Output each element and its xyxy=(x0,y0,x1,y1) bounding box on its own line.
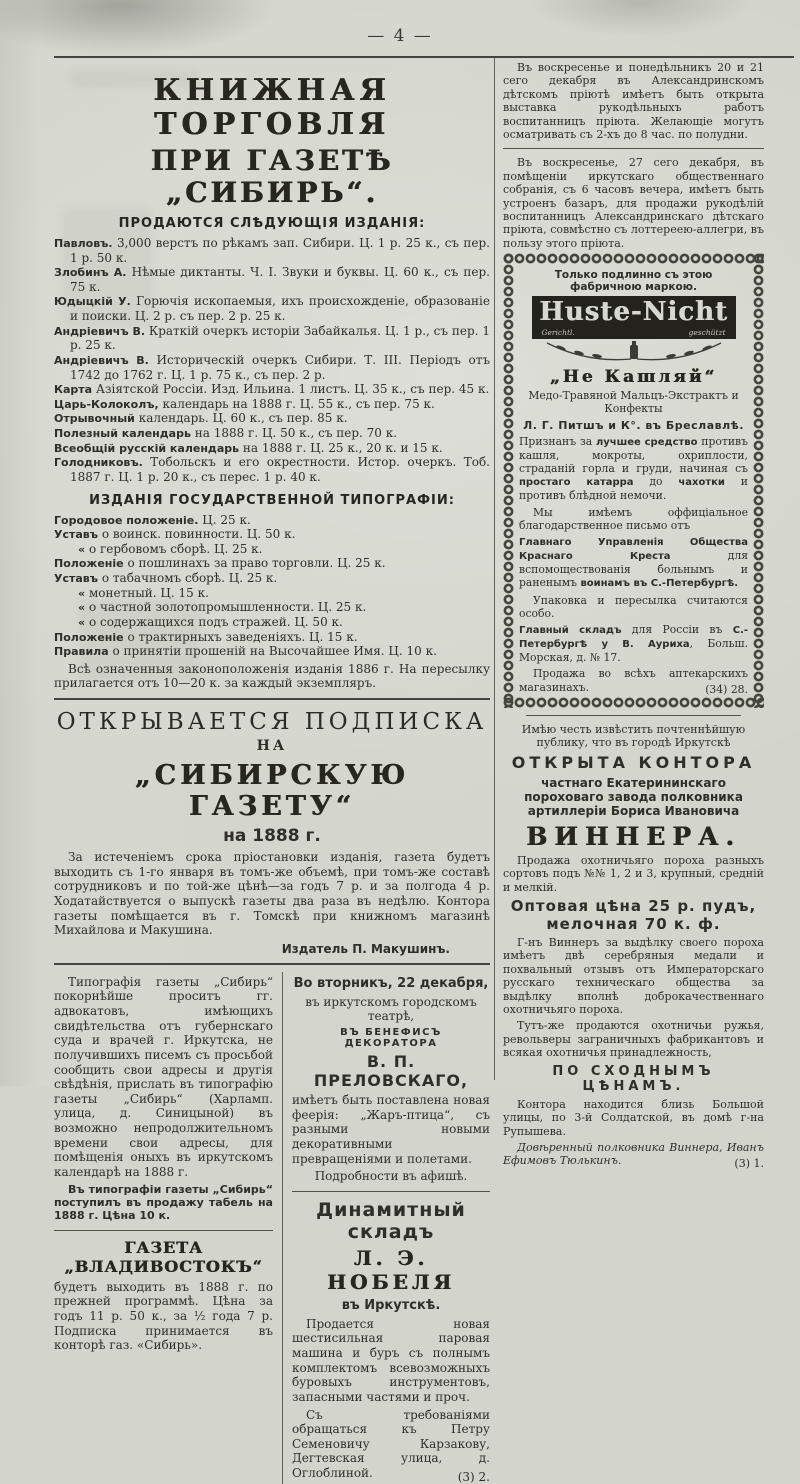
huste-packing-note: Упаковка и пересылка считаются особо. xyxy=(519,593,748,620)
column-divider xyxy=(494,58,495,1080)
chain-border-decoration xyxy=(503,253,764,264)
gov-item-text: Ц. 25 к. xyxy=(202,512,251,527)
book-item-author: Всеобщій русскій календарь xyxy=(54,441,240,455)
gov-item-lead: Положеніе xyxy=(54,630,124,644)
bottom-sections xyxy=(54,972,490,1484)
book-item xyxy=(54,353,490,382)
book-item xyxy=(54,426,490,441)
subscription-body: За истеченіемъ срока пріостановки изданія, газета будетъ выходить съ 1-го января въ томъ-же объемѣ, при томъ-же составѣ сотрудниковъ и по той-же цѣнѣ—за годъ 7 р. и за полгода 4 р. Ходатайствуется о выпускѣ газеты два раза въ недѣлю. Контора газеты помѣщается въ г. Томскѣ при книжномъ магазинѣ Михайлова и Макушина. xyxy=(54,850,490,938)
book-item-text: на 1888 г. Ц. 25 к., 20 к. и 15 к. xyxy=(242,440,443,455)
page-number: — 4 — xyxy=(367,26,433,46)
gov-item xyxy=(54,586,490,601)
ads-column xyxy=(283,972,490,1484)
huste-logo-small-left: Gerichtl. xyxy=(541,328,575,338)
ad-series-mark: (3) 1. xyxy=(734,1156,764,1170)
section-rule xyxy=(526,715,740,716)
gov-item xyxy=(54,542,490,557)
gov-item-text: о табачномъ сборѣ. Ц. 25 к. xyxy=(101,571,278,586)
huste-ad-content xyxy=(519,269,748,696)
book-item-text: Историческій очеркъ Сибири. Т. III. Періодъ отъ 1742 до 1762 г. Ц. 1 р. 75 к., съ пер. 2 р. xyxy=(70,352,490,382)
theatre-date: Во вторникъ, 22 декабря, xyxy=(293,975,489,991)
gov-editions-list xyxy=(54,513,490,659)
huste-letter-intro: Мы имѣемъ оффиціальное благодарственное письмо отъ xyxy=(519,505,748,532)
book-item xyxy=(54,455,490,484)
book-item-text: календарь на 1888 г. Ц. 55 к., съ пер. 75 к. xyxy=(162,396,435,411)
winner-intro: Имѣю честь извѣстить почтеннѣйшую публику, что въ городѣ Иркутскѣ xyxy=(521,723,746,750)
bookstore-title-line2: ПРИ ГАЗЕТѢ „СИБИРЬ“. xyxy=(150,144,394,209)
section-rule xyxy=(54,1230,273,1231)
winner-subtitle: частнаго Екатерининскаго пороховаго завода полковника артиллеріи Бориса Ивановича xyxy=(524,775,743,818)
book-item xyxy=(54,411,490,426)
book-item xyxy=(54,382,490,397)
laurel-branches-decoration xyxy=(539,339,729,363)
gov-item-text: о трактирныхъ заведеніяхъ. Ц. 15 к. xyxy=(127,629,358,644)
gov-item-lead: Уставъ xyxy=(54,572,99,586)
notice-exhibition: Въ воскресенье и понедѣльникъ 20 и 21 сего декабря въ Александринскомъ дѣтскомъ пріютѣ имѣетъ быть открыта выставка рукодѣльныхъ работъ воспитанницъ пріюта. Желающіе могутъ осматривать съ 2-хъ до 8 час. по полудни. xyxy=(503,61,764,142)
huste-nicht-ad xyxy=(503,253,764,708)
book-item-author: Карта xyxy=(54,383,93,397)
huste-description: Медо-Травяной Мальцъ-Экстрактъ и Конфекты xyxy=(528,389,739,416)
left-column xyxy=(54,62,490,1484)
huste-depot: Главный складъ для Россіи въ С.-Петербургѣ у В. Ауриха, Больш. Морская, д. № 17. xyxy=(519,622,748,665)
huste-logo-text: Huste-Nicht xyxy=(539,297,728,328)
nobel-name: Л. Э. НОБЕЛЯ xyxy=(327,1245,455,1294)
subscription-paper-name: „СИБИРСКУЮ ГАЗЕТУ“ xyxy=(134,760,410,823)
gov-item xyxy=(54,615,490,630)
bookstore-subtitle: ПРОДАЮТСЯ СЛѢДУЮЩІЯ ИЗДАНІЯ: xyxy=(118,215,426,231)
trademark-intro: Только подлинно съ этою фабричною маркою. xyxy=(554,269,713,294)
book-item xyxy=(54,324,490,353)
winner-para4: Контора находится близь Большой улицы, по 3-й Солдатской, въ домѣ г-на Рупышева. xyxy=(503,1097,764,1138)
gov-item-text: о пошлинахъ за право торговли. Ц. 25 к. xyxy=(127,556,386,571)
chain-border-decoration xyxy=(753,253,764,708)
winner-para3: Тутъ-же продаются охотничьи ружья, револьверы заграничныхъ фабрикантовъ и всякая охотничья принадлежность, xyxy=(503,1019,764,1060)
huste-sale-note: Продажа во всѣхъ аптекарскихъ магазинахъ. xyxy=(519,667,748,694)
book-item-author: Полезный календарь xyxy=(54,427,191,441)
gov-item xyxy=(54,527,490,542)
gov-item-lead: « xyxy=(78,601,86,615)
office-opened-headline: ОТКРЫТА КОНТОРА xyxy=(511,752,756,772)
section-rule xyxy=(54,963,490,965)
book-item-author: Голодниковъ. xyxy=(54,456,143,470)
section-rule xyxy=(503,148,764,149)
book-item-author: Злобинъ А. xyxy=(54,266,127,280)
winner-para1: Продажа охотничьяго пороха разныхъ сортовъ подъ №№ 1, 2 и 3, крупный, средній и мелкій. xyxy=(503,853,764,894)
book-item-text: Тобольскъ и его окрестности. Истор. очеркъ. Тоб. 1887 г. Ц. 1 р. 20 к., съ перес. 1 р. 40 к. xyxy=(70,455,490,484)
subscription-na: НА xyxy=(256,738,288,755)
book-item-author: Отрывочный xyxy=(54,412,135,426)
subscription-section xyxy=(54,709,490,956)
gov-item xyxy=(54,513,490,528)
huste-nicht-logo xyxy=(532,296,736,339)
ad-series-mark: (3) 2. xyxy=(457,1469,490,1484)
tabel-sale-notice: Въ типографіи газеты „Сибирь“ поступилъ въ продажу табель на 1888 г. Цѣна 10 к. xyxy=(54,1182,273,1223)
book-item-author: Павловъ. xyxy=(54,236,113,250)
theatre-benefit-line: ВЪ БЕНЕФИСЪ ДЕКОРАТОРА xyxy=(340,1027,442,1050)
subscription-headline: ОТКРЫВАЕТСЯ ПОДПИСКА xyxy=(56,709,488,736)
gov-editions-title: ИЗДАНІЯ ГОСУДАРСТВЕННОЙ ТИПОГРАФІИ: xyxy=(89,492,455,508)
theatre-footer: Подробности въ афишѣ. xyxy=(314,1169,468,1184)
gov-item xyxy=(54,630,490,645)
winner-price: Оптовая цѣна 25 р. пудъ, мелочная 70 к. ф. xyxy=(510,897,757,934)
gov-item xyxy=(54,571,490,586)
gov-item-lead: Городовое положеніе. xyxy=(54,513,199,527)
print-office-notice: Типографія газеты „Сибирь“ покорнѣйше проситъ гг. адвокатовъ, имѣющихъ свидѣтельства отъ губернскаго суда и врачей г. Иркутска, не получившихъ писемъ съ просьбой сообщить свои адресы и другія свѣдѣнія, прислать въ типографію газеты „Сибирь“ (Харламп. улица, д. Синицыной) въ возможно непродолжительномъ времени свои адресы, для помѣщенія оныхъ въ иркутскомъ календарѣ на 1888 г. xyxy=(54,974,273,1179)
book-item-text: 3,000 верстъ по рѣкамъ зап. Сибири. Ц. 1 р. 25 к., съ пер. 1 р. 50 к. xyxy=(70,235,490,265)
huste-claim: Признанъ за лучшее средство противъ кашля, мокроты, охриплости, страданій горла и груди, начиная съ простаго катарра до чахотки и противъ блѣдной немочи. xyxy=(519,434,748,503)
book-list xyxy=(54,236,490,485)
vladivostok-title: ГАЗЕТА „ВЛАДИВОСТОКЪ“ xyxy=(64,1237,263,1276)
book-item-text: Горючія ископаемыя, ихъ происхожденіе, образованіе и поиски. Ц. 2 р. съ пер. 2 р. 25 к. xyxy=(70,294,490,324)
dynamite-title: Динамитный складъ xyxy=(316,1198,466,1243)
gov-item xyxy=(54,556,490,571)
ad-series-mark: (34) 28. xyxy=(705,682,748,696)
print-office-column xyxy=(54,972,282,1484)
subscription-year: на 1888 г. xyxy=(223,826,321,847)
gov-item-text: о гербовомъ сборѣ. Ц. 25 к. xyxy=(88,541,263,556)
huste-letter: Главнаго Управленія Общества Краснаго Креста для вспомоществованія больнымъ и раненымъ воинамъ въ С.-Петербургѣ. xyxy=(519,536,749,590)
gov-item-text: монетный. Ц. 15 к. xyxy=(88,585,209,600)
book-item xyxy=(54,294,490,323)
book-item xyxy=(54,441,490,456)
huste-logo-small-right: geschützt xyxy=(688,328,726,338)
section-rule xyxy=(54,698,490,700)
book-item xyxy=(54,236,490,265)
chain-border-decoration xyxy=(503,697,764,708)
gov-item xyxy=(54,600,490,615)
theatre-beneficiary-name: В. П. ПРЕЛОВСКАГО, xyxy=(313,1052,469,1091)
vladivostok-body: будетъ выходить въ 1888 г. по прежней программѣ. Цѣна за годъ 11 р. 50 к., за ½ года 7 р. Подписка принимается въ конторѣ газ. «Сибирь». xyxy=(54,1279,273,1353)
winner-para2: Г-нъ Виннеръ за выдѣлку своего пороха имѣетъ двѣ серебряныя медали и похвальный отзывъ отъ Императорскаго русскаго техническаго общества за выдѣлку вполнѣ доброкачественнаго охотничьяго пороха. xyxy=(503,936,764,1017)
dynamite-para1: Продается новая шестисильная паровая машина и буръ съ полнымъ комплектомъ всевозможныхъ буровыхъ инструментовъ, запасными частями и проч. xyxy=(292,1316,490,1404)
gov-item-lead: « xyxy=(78,542,86,556)
theatre-body: имѣетъ быть поставлена новая феерія: „Жаръ-птица“, съ разными новыми декоративными превращеніями и полетами. xyxy=(292,1093,490,1166)
gov-item-text: о принятіи прошеній на Высочайшее Имя. Ц. 10 к. xyxy=(112,644,437,659)
gov-item-text: о воинск. повинности. Ц. 50 к. xyxy=(101,527,296,542)
notice-bazaar: Въ воскресенье, 27 сего декабря, въ помѣщеніи иркутскаго общественнаго собранія, съ 6 часовъ вечера, имѣетъ быть устроенъ базаръ, для продажи рукодѣлій воспитанницъ Александринскаго дѣтскаго пріюта, совмѣстно съ лоттереею-аллегри, въ пользу этого пріюта. xyxy=(503,156,764,250)
gov-item-lead: Положеніе xyxy=(54,557,124,571)
book-item-author: Андріевичъ В. xyxy=(54,353,149,367)
book-item-author: Андріевичъ В. xyxy=(54,324,146,338)
book-item-author: Царь-Колоколъ, xyxy=(54,397,159,411)
book-item-text: Краткій очеркъ исторіи Забайкалья. Ц. 1 р., съ пер. 1 р. 25 к. xyxy=(70,323,490,353)
winner-terms: ПО СХОДНЫМЪ ЦѢНАМЪ. xyxy=(552,1063,715,1094)
gov-item-lead: « xyxy=(78,615,86,629)
ne-kashlyay-name: „Не Кашляй“ xyxy=(549,367,718,388)
gov-item xyxy=(54,644,490,659)
gov-editions-note: Всѣ означенныя законоположенія изданія 1886 г. На пересылку прилагается отъ 10—20 к. за каждый экземпляръ. xyxy=(54,661,490,691)
gov-item-text: о содержащихся подъ стражей. Ц. 50 к. xyxy=(88,614,343,629)
book-item-text: Азіятской Россіи. Изд. Ильина. 1 листъ. Ц. 35 к., съ пер. 45 к. xyxy=(95,382,490,397)
winner-powder-ad xyxy=(503,723,764,1170)
gov-item-lead: Правила xyxy=(54,645,109,659)
winner-signature: Довѣренный полковника Виннера, Иванъ Ефимовъ Тюлькинъ. xyxy=(503,1140,764,1168)
winner-name: ВИННЕРА. xyxy=(526,821,741,851)
theatre-venue: въ иркутскомъ городскомъ театрѣ, xyxy=(305,994,477,1024)
gov-item-lead: « xyxy=(78,586,86,600)
publisher-signature: Издатель П. Макушинъ. xyxy=(281,941,450,956)
chain-border-decoration xyxy=(503,253,514,708)
dynamite-city: въ Иркутскѣ. xyxy=(341,1297,441,1313)
dynamite-para2: Съ требованіями обращаться къ Петру Семеновичу Карзакову, Дегтевская улица, д. Оглоблиной. xyxy=(292,1407,490,1481)
book-item xyxy=(54,397,490,412)
huste-maker: Л. Г. Питшъ и К°. въ Бреславлѣ. xyxy=(523,418,744,432)
section-rule xyxy=(292,1191,490,1192)
book-item-text: на 1888 г. Ц. 50 к., съ пер. 70 к. xyxy=(194,426,398,441)
book-item xyxy=(54,265,490,294)
book-item-text: Нѣмые диктанты. Ч. I. Звуки и буквы. Ц. 60 к., съ пер. 75 к. xyxy=(70,265,490,294)
bookstore-title-line1: КНИЖНАЯ ТОРГОВЛЯ xyxy=(153,73,391,142)
gov-item-text: о частной золотопромышленности. Ц. 25 к. xyxy=(88,600,367,615)
gov-item-lead: Уставъ xyxy=(54,528,99,542)
book-item-text: календарь. Ц. 60 к., съ пер. 85 к. xyxy=(138,411,348,426)
right-column xyxy=(503,58,764,1170)
book-item-author: Юдыцкій У. xyxy=(54,295,131,309)
